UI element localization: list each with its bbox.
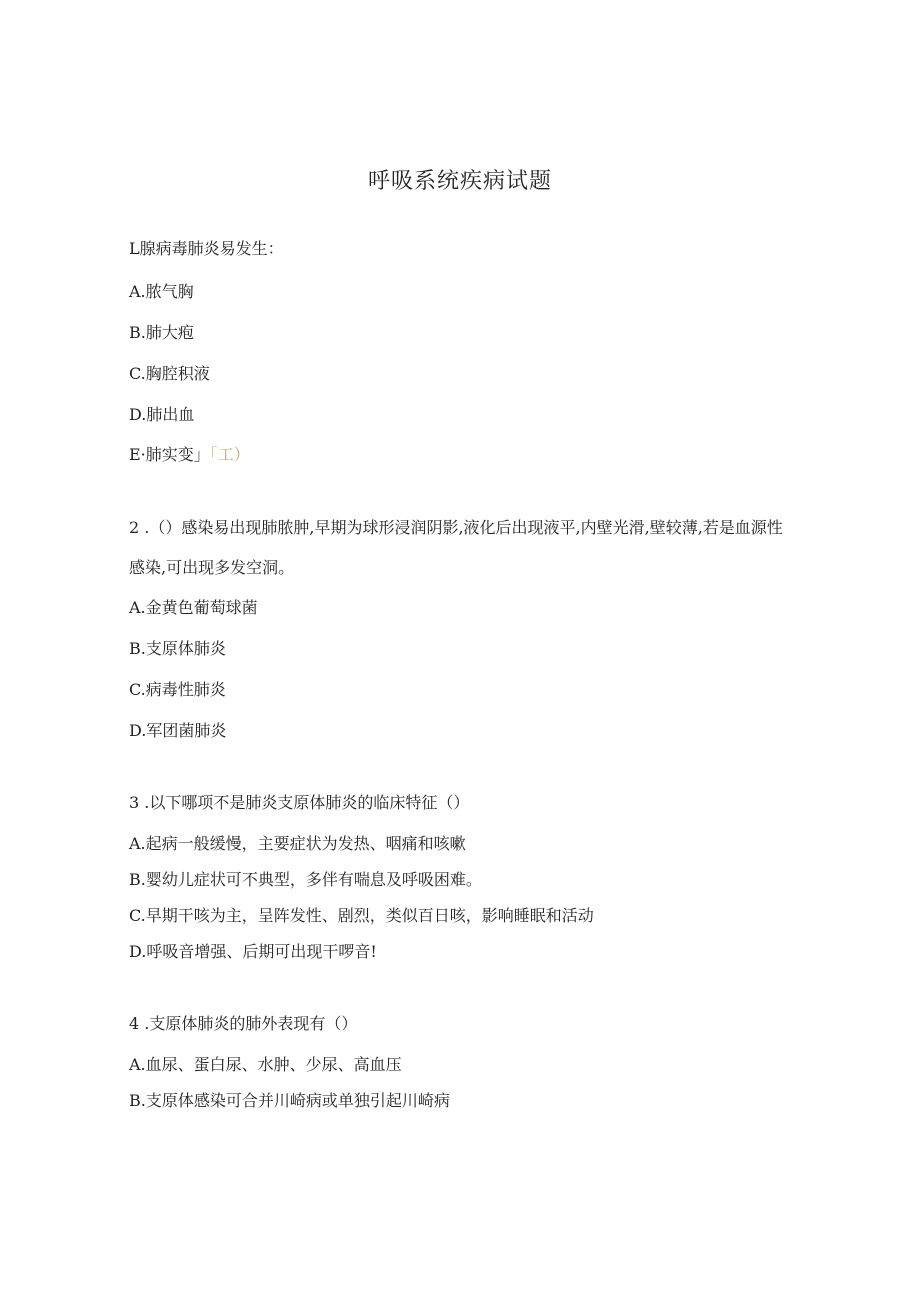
question-2-option-b: B.支原体肺炎	[129, 639, 226, 658]
question-3-option-b: B.婴幼儿症状可不典型，多伴有喘息及呼吸困难。	[129, 870, 482, 889]
question-1-option-e	[129, 444, 250, 466]
question-3-option-a: A.起病一般缓慢，主要症状为发热、咽痛和咳嗽	[129, 834, 466, 853]
question-1-option-a: A.脓气胸	[129, 282, 194, 301]
question-1-stem: L腺病毒肺炎易发生：	[129, 239, 284, 258]
question-1-option-e-text: E·肺实变」	[129, 445, 210, 464]
question-4-stem: 4 .支原体肺炎的肺外表现有（）	[129, 1014, 358, 1033]
question-4-option-a: A.血尿、蛋白尿、水肿、少尿、高血压	[129, 1055, 402, 1074]
question-2-stem: 2 .（）感染易出现肺脓肿,早期为球形浸润阴影,液化后出现液平,内壁光滑,壁较薄,若是血源性感染,可出现多发空洞。	[129, 518, 783, 577]
question-1-option-d: D.肺出血	[129, 405, 195, 424]
page-title: 呼吸系统疾病试题	[367, 169, 552, 194]
question-3-stem: 3 .以下哪项不是肺炎支原体肺炎的临床特征（）	[129, 793, 470, 812]
question-4-option-b: B.支原体感染可合并川崎病或单独引起川崎病	[129, 1091, 450, 1110]
question-3-option-c: C.早期干咳为主，呈阵发性、剧烈，类似百日咳，影响睡眠和活动	[129, 906, 594, 925]
question-1-option-c: C.胸腔积液	[129, 364, 210, 383]
question-1-option-b: B.肺大疱	[129, 323, 194, 342]
question-1-answer-mark: 「工）	[209, 445, 250, 464]
question-2-option-c: C.病毒性肺炎	[129, 680, 226, 699]
question-2-option-a: A.金黄色葡萄球菌	[129, 598, 258, 617]
question-2-option-d: D.军团菌肺炎	[129, 721, 227, 740]
question-3-option-d: D.呼吸音增强、后期可出现干啰音!	[129, 942, 377, 961]
